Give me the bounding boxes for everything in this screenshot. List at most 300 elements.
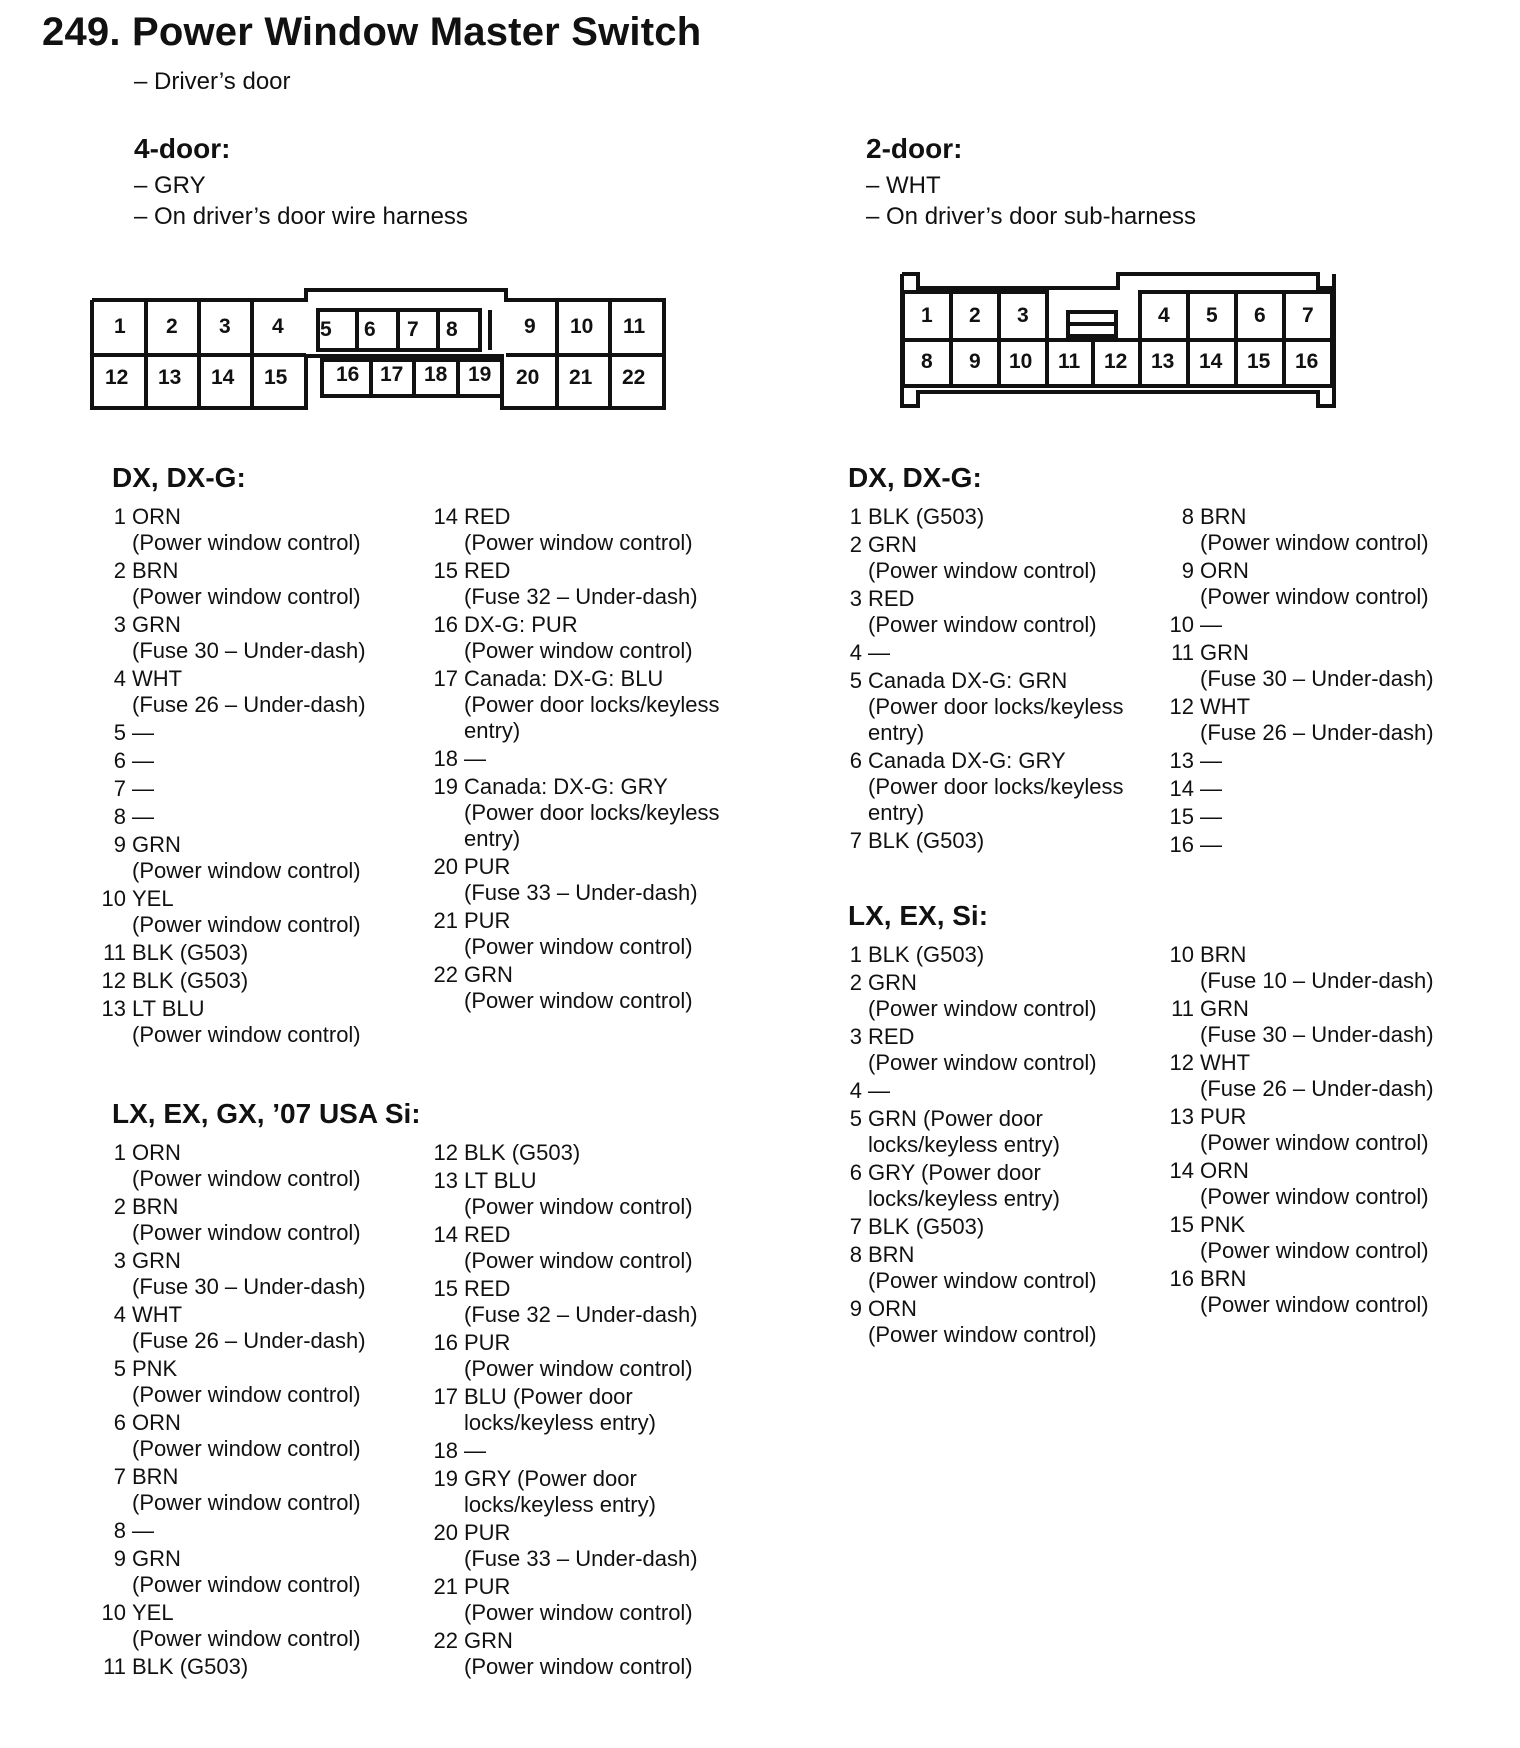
wire-color: WHT [132, 666, 183, 691]
pin-description: (Power window control) [132, 858, 361, 883]
wire-color: PNK [1200, 1212, 1246, 1237]
pin-number: 19 [433, 1466, 458, 1491]
pin-label: 16 [1295, 350, 1319, 373]
pin-number: 16 [1169, 1266, 1194, 1291]
pin-list-2door-lx-col1 [836, 942, 1166, 1350]
wire-color: LT BLU [464, 1168, 537, 1193]
pin-description: locks/keyless entry) [464, 1410, 656, 1435]
wire-color: BLU (Power door [464, 1384, 633, 1409]
pin-entry [100, 1518, 430, 1544]
pin-description: (Power window control) [132, 1022, 361, 1047]
two-door-location-line: – On driver’s door sub-harness [866, 203, 1196, 230]
pin-description: (Power window control) [868, 1268, 1097, 1293]
pin-number: 10 [1169, 612, 1194, 637]
pin-label: 4 [272, 315, 284, 338]
pin-entry [432, 854, 762, 906]
wire-color: GRN [132, 1546, 181, 1571]
pin-number: 3 [849, 1024, 862, 1049]
pin-description: (Power window control) [868, 1050, 1097, 1075]
pin-description: locks/keyless entry) [464, 1492, 656, 1517]
pin-number: 9 [113, 832, 126, 857]
wire-color: ORN [132, 1140, 181, 1165]
wire-color: BRN [1200, 504, 1247, 529]
wire-color: BRN [132, 1464, 179, 1489]
pin-entry [432, 1438, 762, 1464]
wire-color: BRN [1200, 1266, 1247, 1291]
pin-number: 19 [433, 774, 458, 799]
pin-number: 10 [1169, 942, 1194, 967]
wire-color: BLK (G503) [868, 1214, 985, 1239]
pin-number: 13 [433, 1168, 458, 1193]
pin-label: 6 [1254, 304, 1266, 327]
pin-description: (Power window control) [464, 988, 693, 1013]
pin-label: 5 [320, 318, 332, 341]
pin-entry [1168, 748, 1498, 774]
wire-color: ORN [1200, 1158, 1249, 1183]
pin-list-4door-dx-col2 [432, 504, 762, 1016]
pin-entry [836, 1242, 1166, 1294]
wire-color: GRN [868, 970, 917, 995]
pin-number: 11 [103, 1654, 126, 1679]
wire-color: — [132, 720, 154, 745]
pin-entry [432, 1330, 762, 1382]
wire-color: — [868, 1078, 890, 1103]
pin-number: 7 [113, 776, 126, 801]
pin-number: 5 [113, 1356, 126, 1381]
pin-description: locks/keyless entry) [868, 1132, 1060, 1157]
pin-label: 9 [524, 315, 536, 338]
pin-label: 2 [166, 315, 178, 338]
pin-description: (Power door locks/keyless entry) [464, 800, 720, 851]
pin-entry [100, 804, 430, 830]
wire-color: — [1200, 612, 1222, 637]
pin-entry [836, 586, 1166, 638]
pin-entry [432, 1168, 762, 1220]
wire-color: PNK [132, 1356, 178, 1381]
pin-entry [1168, 1158, 1498, 1210]
two-door-color-line: – WHT [866, 172, 941, 199]
pin-number: 22 [433, 962, 458, 987]
wire-color: RED [464, 558, 511, 583]
wire-color: RED [464, 504, 511, 529]
wire-color: RED [868, 1024, 915, 1049]
pin-number: 20 [433, 854, 458, 879]
wire-color: DX-G: PUR [464, 612, 578, 637]
pin-description: (Power window control) [464, 934, 693, 959]
wire-color: Canada DX-G: GRN [868, 668, 1068, 693]
wire-color: PUR [464, 1574, 511, 1599]
wire-color: — [1200, 804, 1222, 829]
wire-color: Canada: DX-G: GRY [464, 774, 668, 799]
pin-description: (Power window control) [132, 1382, 361, 1407]
pin-entry [432, 1140, 762, 1166]
pin-number: 4 [849, 640, 862, 665]
pin-entry [100, 968, 430, 994]
pin-label: 19 [468, 363, 492, 386]
pin-label: 13 [158, 366, 182, 389]
pin-number: 1 [113, 504, 126, 529]
pin-number: 12 [433, 1140, 458, 1165]
pin-entry [100, 666, 430, 718]
wire-color: — [464, 1438, 486, 1463]
wire-color: BLK (G503) [132, 940, 249, 965]
pin-description: (Power window control) [464, 1248, 693, 1273]
pin-label: 4 [1158, 304, 1170, 327]
wire-color: PUR [464, 854, 511, 879]
pin-entry [1168, 1212, 1498, 1264]
pin-description: (Power window control) [132, 584, 361, 609]
pin-entry [100, 832, 430, 884]
pin-entry [100, 1464, 430, 1516]
wire-color: BLK (G503) [464, 1140, 581, 1165]
pin-number: 22 [433, 1628, 458, 1653]
pin-description: (Power window control) [132, 1490, 361, 1515]
pin-description: (Power window control) [868, 612, 1097, 637]
pin-entry [1168, 832, 1498, 858]
pin-label: 6 [364, 318, 376, 341]
page-subtitle: – Driver’s door [134, 68, 291, 95]
pin-entry [836, 748, 1166, 826]
pin-description: (Fuse 30 – Under-dash) [132, 1274, 366, 1299]
pin-number: 14 [1169, 776, 1194, 801]
wire-color: BRN [868, 1242, 915, 1267]
pin-number: 3 [849, 586, 862, 611]
wire-color: — [132, 804, 154, 829]
pin-entry [100, 886, 430, 938]
wire-color: GRY (Power door [868, 1160, 1041, 1185]
pin-description: (Power window control) [132, 1220, 361, 1245]
pin-label: 1 [921, 304, 933, 327]
pin-number: 20 [433, 1520, 458, 1545]
pin-number: 11 [1171, 996, 1194, 1021]
pin-number: 5 [849, 668, 862, 693]
pin-number: 6 [113, 1410, 126, 1435]
pin-description: (Fuse 10 – Under-dash) [1200, 968, 1434, 993]
wire-color: — [132, 776, 154, 801]
pin-label: 7 [1302, 304, 1314, 327]
pin-number: 1 [849, 504, 862, 529]
pin-entry [100, 558, 430, 610]
wire-color: GRN [132, 612, 181, 637]
pin-number: 21 [433, 908, 458, 933]
pin-label: 14 [1199, 350, 1223, 373]
pin-label: 10 [570, 315, 594, 338]
wire-color: BRN [132, 1194, 179, 1219]
pin-entry [100, 1302, 430, 1354]
pin-entry [100, 720, 430, 746]
wire-color: GRN [132, 1248, 181, 1273]
pin-entry [836, 532, 1166, 584]
wire-color: RED [464, 1222, 511, 1247]
pin-number: 7 [849, 1214, 862, 1239]
pin-label: 16 [336, 363, 360, 386]
pin-entry [432, 774, 762, 852]
wire-color: — [1200, 832, 1222, 857]
pin-description: (Power window control) [464, 638, 693, 663]
wire-color: Canada: DX-G: BLU [464, 666, 664, 691]
pin-entry [836, 1296, 1166, 1348]
pin-entry [1168, 1266, 1498, 1318]
pin-description: (Power window control) [132, 1436, 361, 1461]
pin-label: 1 [114, 315, 126, 338]
pin-entry [836, 828, 1166, 854]
pin-description: (Fuse 26 – Under-dash) [132, 692, 366, 717]
pin-number: 16 [433, 1330, 458, 1355]
pin-entry [1168, 694, 1498, 746]
wire-color: BLK (G503) [132, 968, 249, 993]
pin-number: 11 [103, 940, 126, 965]
pin-label: 12 [105, 366, 129, 389]
pin-number: 10 [101, 886, 126, 911]
pin-number: 2 [113, 1194, 126, 1219]
wire-color: PUR [1200, 1104, 1247, 1129]
pin-label: 2 [969, 304, 981, 327]
pin-description: (Power window control) [1200, 1130, 1429, 1155]
pin-number: 15 [1169, 804, 1194, 829]
pin-entry [432, 1222, 762, 1274]
pin-number: 2 [113, 558, 126, 583]
pin-number: 6 [849, 1160, 862, 1185]
pin-entry [100, 776, 430, 802]
pin-description: (Power door locks/keyless entry) [464, 692, 720, 743]
wire-color: GRN [1200, 996, 1249, 1021]
pin-description: (Power window control) [464, 1600, 693, 1625]
pin-entry [432, 1384, 762, 1436]
pin-entry [100, 1410, 430, 1462]
pin-number: 11 [1171, 640, 1194, 665]
four-door-heading: 4-door: [134, 133, 231, 164]
pin-list-2door-dx-col2 [1168, 504, 1498, 860]
pin-label: 9 [969, 350, 981, 373]
pin-entry [432, 558, 762, 610]
pin-label: 21 [569, 366, 593, 389]
pin-label: 12 [1104, 350, 1128, 373]
wire-color: — [1200, 748, 1222, 773]
pin-description: locks/keyless entry) [868, 1186, 1060, 1211]
pin-description: (Power door locks/keyless entry) [868, 694, 1124, 745]
wire-color: BLK (G503) [868, 504, 985, 529]
wire-color: PUR [464, 1520, 511, 1545]
pin-number: 14 [433, 504, 458, 529]
pin-description: (Power window control) [1200, 1292, 1429, 1317]
pin-entry [432, 746, 762, 772]
pin-label: 8 [446, 318, 458, 341]
pin-description: (Fuse 30 – Under-dash) [1200, 666, 1434, 691]
pin-entry [1168, 776, 1498, 802]
wire-color: WHT [1200, 1050, 1251, 1075]
pin-description: (Power door locks/keyless entry) [868, 774, 1124, 825]
wire-color: — [1200, 776, 1222, 801]
pin-entry [100, 504, 430, 556]
pin-list-4door-lx-col2 [432, 1140, 762, 1682]
pin-entry [836, 1214, 1166, 1240]
pin-number: 4 [113, 1302, 126, 1327]
pin-entry [1168, 640, 1498, 692]
section-heading-4door-lx: LX, EX, GX, ’07 USA Si: [112, 1098, 421, 1129]
pin-description: (Power window control) [1200, 530, 1429, 555]
pin-entry [100, 612, 430, 664]
pin-number: 8 [1181, 504, 1194, 529]
pin-description: (Fuse 32 – Under-dash) [464, 584, 698, 609]
four-door-location-line: – On driver’s door wire harness [134, 203, 468, 230]
pin-number: 8 [113, 804, 126, 829]
pin-description: (Fuse 32 – Under-dash) [464, 1302, 698, 1327]
pin-entry [1168, 942, 1498, 994]
pin-entry [836, 504, 1166, 530]
pin-number: 13 [1169, 748, 1194, 773]
pin-entry [836, 1106, 1166, 1158]
wire-color: LT BLU [132, 996, 205, 1021]
wire-color: BRN [132, 558, 179, 583]
pin-description: (Power window control) [132, 1572, 361, 1597]
pin-description: (Power window control) [132, 1626, 361, 1651]
pin-description: (Power window control) [464, 1356, 693, 1381]
pin-entry [1168, 804, 1498, 830]
pin-number: 13 [101, 996, 126, 1021]
pin-number: 17 [433, 666, 458, 691]
wire-color: GRN (Power door [868, 1106, 1043, 1131]
pin-number: 8 [849, 1242, 862, 1267]
pin-description: (Power window control) [868, 558, 1097, 583]
wire-color: YEL [132, 886, 174, 911]
wire-color: GRN [1200, 640, 1249, 665]
page-title: 249. Power Window Master Switch [42, 10, 702, 54]
wire-color: GRN [868, 532, 917, 557]
pin-number: 14 [433, 1222, 458, 1247]
pin-number: 16 [433, 612, 458, 637]
pin-entry [100, 1546, 430, 1598]
pin-number: 6 [113, 748, 126, 773]
pin-entry [432, 1574, 762, 1626]
pin-label: 5 [1206, 304, 1218, 327]
pin-label: 14 [211, 366, 235, 389]
pin-number: 1 [113, 1140, 126, 1165]
pin-entry [836, 640, 1166, 666]
wire-color: BLK (G503) [868, 942, 985, 967]
pin-label: 3 [1017, 304, 1029, 327]
wire-color: WHT [1200, 694, 1251, 719]
pin-entry [1168, 612, 1498, 638]
pin-number: 15 [433, 1276, 458, 1301]
pin-description: (Power window control) [464, 530, 693, 555]
wire-color: Canada DX-G: GRY [868, 748, 1066, 773]
pin-number: 8 [113, 1518, 126, 1543]
pin-number: 2 [849, 532, 862, 557]
pin-number: 16 [1169, 832, 1194, 857]
wire-color: — [132, 748, 154, 773]
pin-number: 15 [1169, 1212, 1194, 1237]
wire-color: GRY (Power door [464, 1466, 637, 1491]
pin-label: 8 [921, 350, 933, 373]
pin-number: 3 [113, 1248, 126, 1273]
pin-description: (Fuse 26 – Under-dash) [132, 1328, 366, 1353]
pin-label: 13 [1151, 350, 1175, 373]
pin-entry [100, 996, 430, 1048]
pin-label: 3 [219, 315, 231, 338]
wire-color: — [464, 746, 486, 771]
wire-color: PUR [464, 908, 511, 933]
wire-color: BRN [1200, 942, 1247, 967]
pin-entry [432, 908, 762, 960]
pin-description: (Power window control) [132, 912, 361, 937]
pin-number: 18 [433, 1438, 458, 1463]
wire-color: GRN [464, 1628, 513, 1653]
section-heading-2door-dx: DX, DX-G: [848, 462, 982, 493]
pin-number: 21 [433, 1574, 458, 1599]
two-door-heading: 2-door: [866, 133, 963, 164]
pin-number: 7 [849, 828, 862, 853]
pin-number: 9 [849, 1296, 862, 1321]
pin-label: 18 [424, 363, 448, 386]
pin-entry [432, 1520, 762, 1572]
pin-description: (Fuse 26 – Under-dash) [1200, 1076, 1434, 1101]
pin-entry [100, 1654, 430, 1680]
pin-description: (Fuse 30 – Under-dash) [132, 638, 366, 663]
pin-number: 4 [849, 1078, 862, 1103]
pin-description: (Power window control) [868, 996, 1097, 1021]
pin-entry [432, 962, 762, 1014]
pin-label: 10 [1009, 350, 1033, 373]
pin-description: (Fuse 30 – Under-dash) [1200, 1022, 1434, 1047]
pin-entry [836, 942, 1166, 968]
pin-label: 11 [1058, 350, 1081, 373]
wire-color: RED [868, 586, 915, 611]
pin-number: 2 [849, 970, 862, 995]
pin-label: 11 [623, 315, 646, 338]
pin-entry [100, 1248, 430, 1300]
pin-number: 5 [849, 1106, 862, 1131]
pin-entry [100, 748, 430, 774]
pin-description: (Fuse 33 – Under-dash) [464, 1546, 698, 1571]
pin-description: (Power window control) [464, 1654, 693, 1679]
pin-number: 18 [433, 746, 458, 771]
pin-description: (Power window control) [868, 1322, 1097, 1347]
pin-number: 1 [849, 942, 862, 967]
pin-entry [836, 1160, 1166, 1212]
wire-color: — [132, 1518, 154, 1543]
pin-number: 10 [101, 1600, 126, 1625]
pin-entry [100, 1600, 430, 1652]
pin-number: 9 [1181, 558, 1194, 583]
pin-entry [432, 1466, 762, 1518]
pin-entry [432, 504, 762, 556]
pin-description: (Power window control) [1200, 1238, 1429, 1263]
pin-list-4door-dx-col1 [100, 504, 430, 1050]
pin-entry [432, 1276, 762, 1328]
pin-list-2door-lx-col2 [1168, 942, 1498, 1320]
pin-list-4door-lx-col1 [100, 1140, 430, 1682]
pin-number: 6 [849, 748, 862, 773]
wire-color: GRN [132, 832, 181, 857]
wire-color: RED [464, 1276, 511, 1301]
pin-number: 15 [433, 558, 458, 583]
pin-entry [100, 1194, 430, 1246]
pin-entry [836, 970, 1166, 1022]
pin-description: (Power window control) [464, 1194, 693, 1219]
pin-number: 4 [113, 666, 126, 691]
pin-entry [836, 1078, 1166, 1104]
wire-color: ORN [868, 1296, 917, 1321]
pin-number: 13 [1169, 1104, 1194, 1129]
pin-number: 5 [113, 720, 126, 745]
pin-label: 15 [264, 366, 288, 389]
pin-description: (Power window control) [132, 1166, 361, 1191]
pin-entry [432, 666, 762, 744]
pin-number: 7 [113, 1464, 126, 1489]
pin-number: 3 [113, 612, 126, 637]
wire-color: PUR [464, 1330, 511, 1355]
wire-color: ORN [1200, 558, 1249, 583]
